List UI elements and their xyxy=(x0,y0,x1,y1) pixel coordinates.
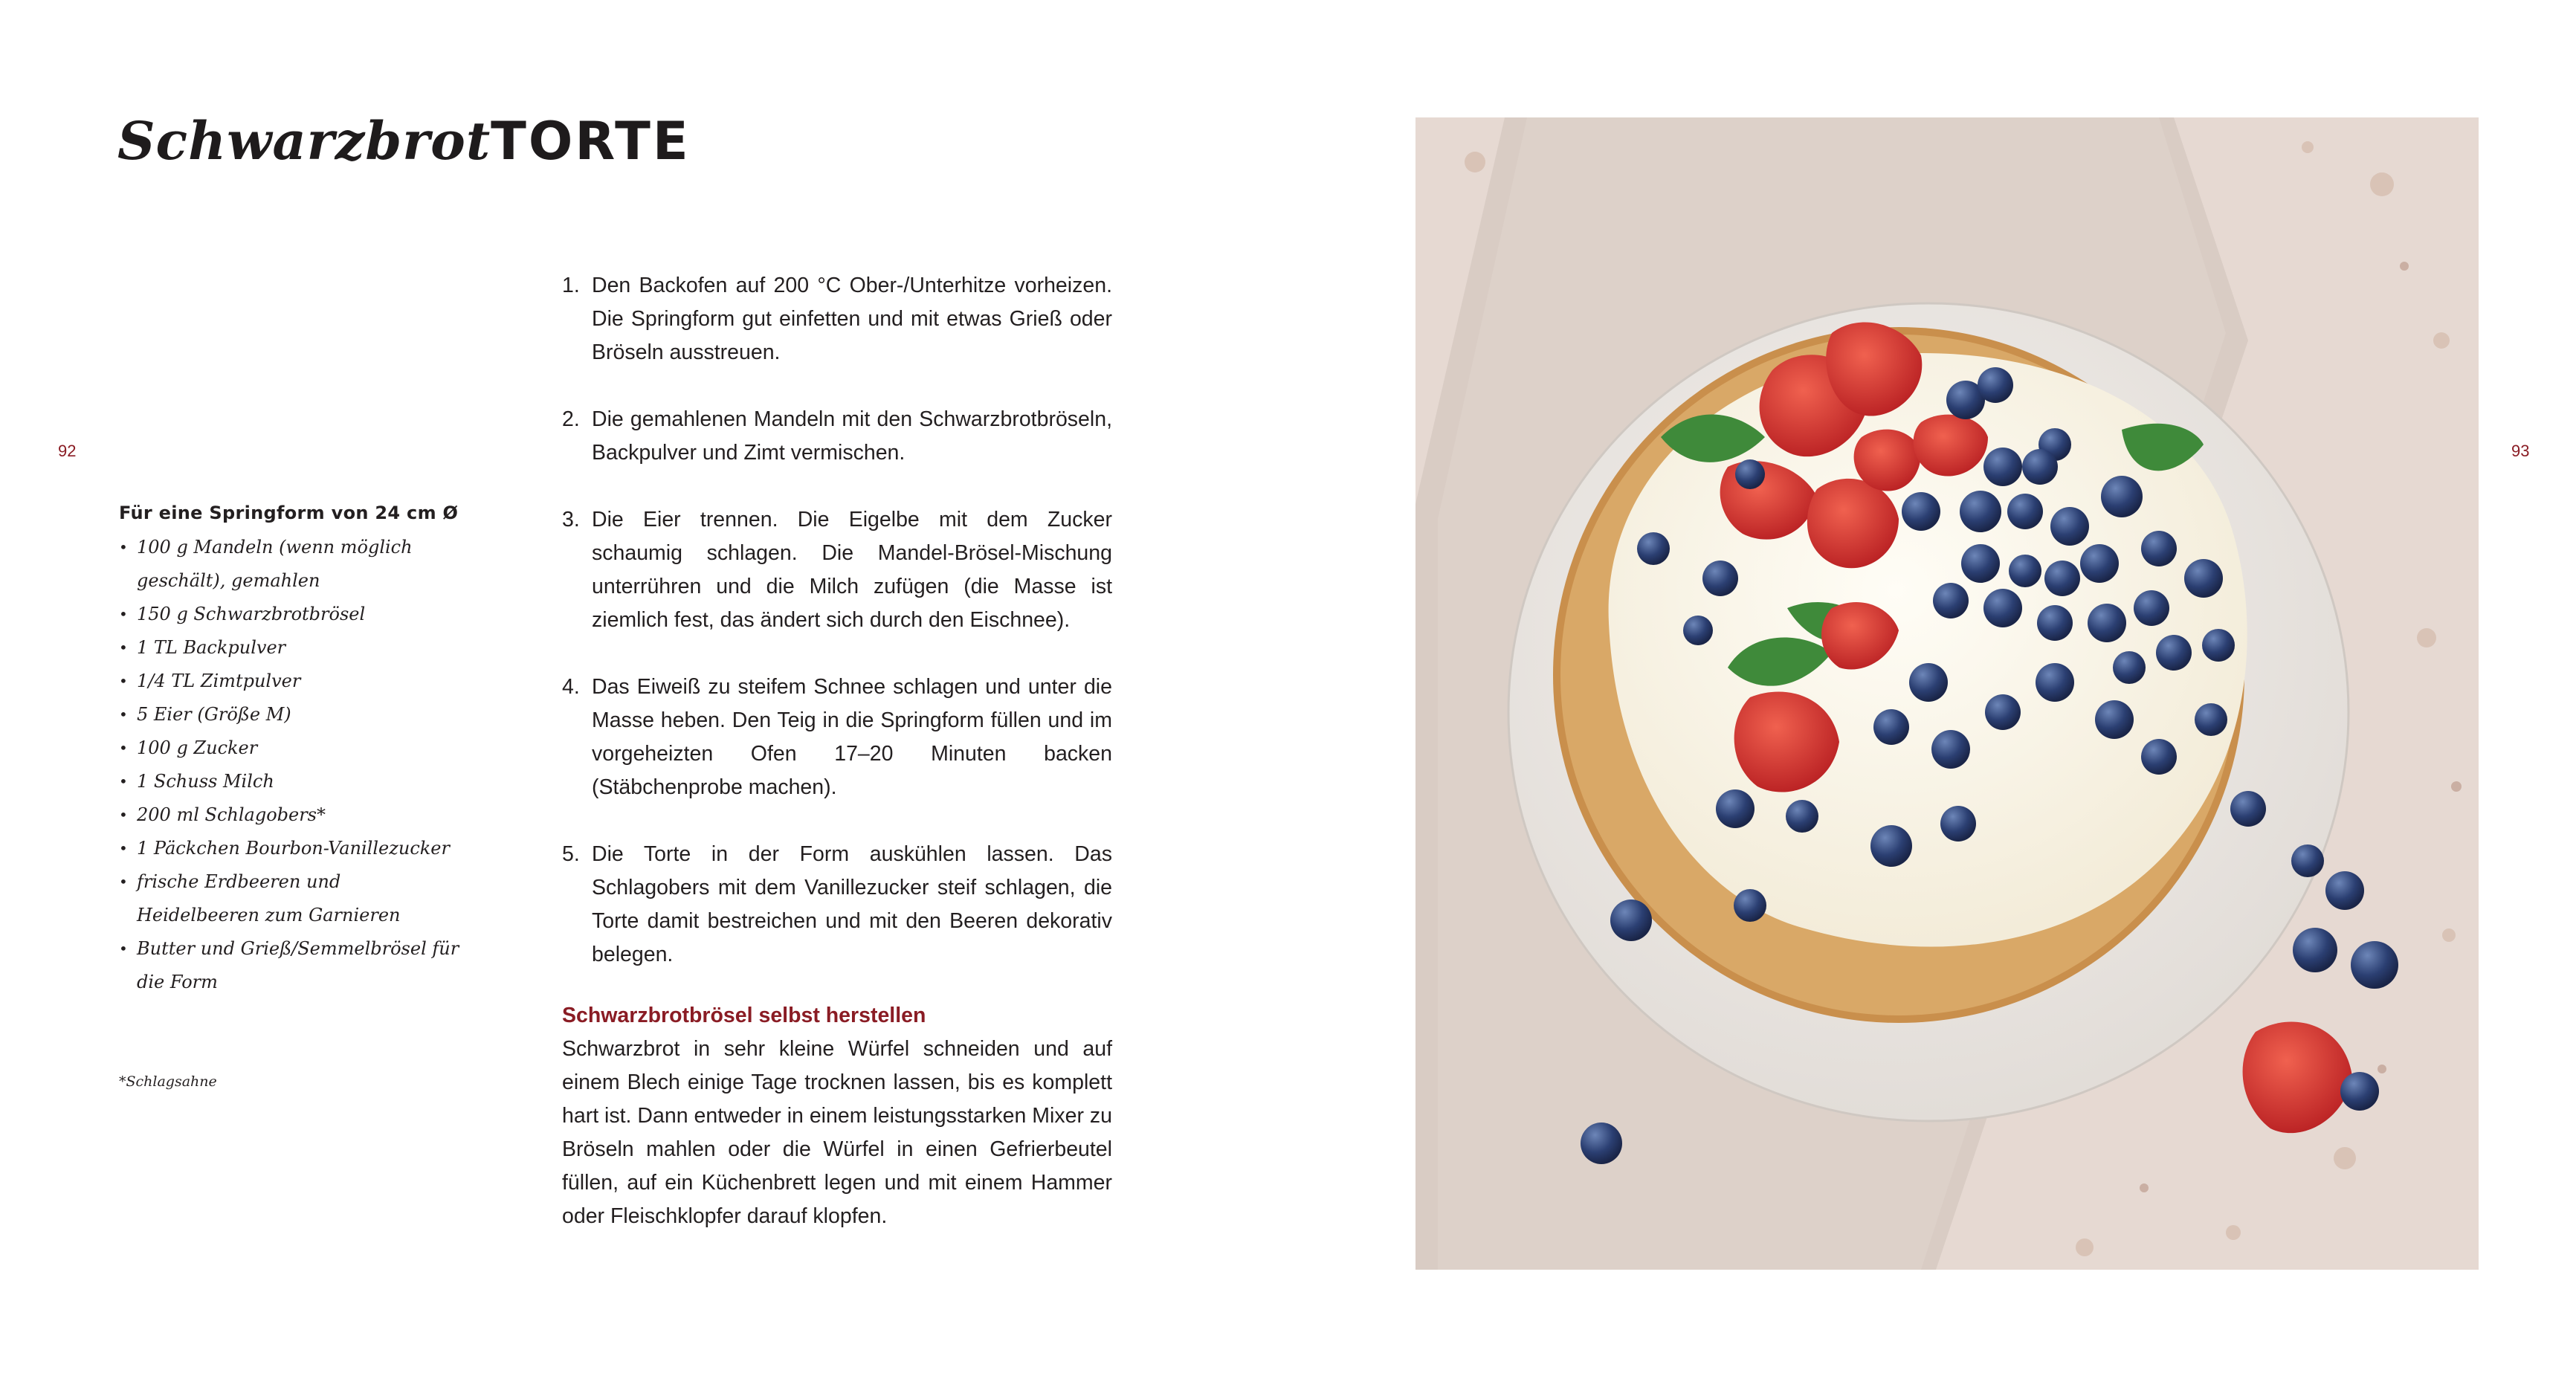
ingredient-item: • Butter und Grieß/Semmelbrösel für die Form xyxy=(119,932,468,999)
tip-box xyxy=(562,999,1112,1233)
ingredients-heading: Für eine Springform von 24 cm Ø xyxy=(119,503,459,523)
page-title xyxy=(117,110,691,172)
step-number: 1. xyxy=(562,274,580,297)
step-item xyxy=(562,671,1112,804)
ingredient-item: • 1 Schuss Milch xyxy=(119,765,468,798)
step-number: 4. xyxy=(562,675,580,699)
step-number: 3. xyxy=(562,508,580,532)
ingredients-block xyxy=(119,503,468,999)
tip-title: Schwarzbrotbrösel selbst herstellen xyxy=(562,1004,926,1027)
ingredient-item: • 100 g Zucker xyxy=(119,731,468,765)
step-text: Die gemahlenen Mandeln mit den Schwarzbrotbröseln, Backpulver und Zimt vermischen. xyxy=(592,407,1112,465)
step-text: Das Eiweiß zu steifem Schnee schlagen und unter die Masse heben. Den Teig in die Springform füllen und im vorgeheizten Ofen 17–20 Minuten backen (Stäbchenprobe machen). xyxy=(592,675,1112,799)
ingredient-item: • 1 Päckchen Bourbon-Vanillezucker xyxy=(119,832,468,865)
ingredient-item: • 5 Eier (Größe M) xyxy=(119,698,468,731)
ingredients-list xyxy=(119,531,468,999)
ingredient-item: • 200 ml Schlagobers* xyxy=(119,798,468,832)
title-caps: TORTE xyxy=(491,111,691,172)
title-main: Schwarzbrot xyxy=(117,110,491,172)
step-text: Die Torte in der Form auskühlen lassen. Das Schlagobers mit dem Vanillezucker steif schlagen, die Torte damit bestreichen und mit den Beeren dekorativ belegen. xyxy=(592,842,1112,966)
ingredient-item: • 100 g Mandeln (wenn möglich geschält), gemahlen xyxy=(119,531,468,598)
ingredient-item: • 1/4 TL Zimtpulver xyxy=(119,665,468,698)
step-number: 2. xyxy=(562,407,580,431)
step-text: Die Eier trennen. Die Eigelbe mit dem Zucker schaumig schlagen. Die Mandel-Brösel-Mischung unterrühren und die Milch zufügen (die Masse ist ziemlich fest, das ändert sich durch den Eischnee). xyxy=(592,508,1112,632)
instructions xyxy=(562,269,1112,1005)
step-item xyxy=(562,269,1112,369)
step-number: 5. xyxy=(562,842,580,866)
step-item xyxy=(562,503,1112,637)
tip-text: Schwarzbrot in sehr kleine Würfel schneiden und auf einem Blech einige Tage trocknen lassen, bis es komplett hart ist. Dann entweder in einem leistungsstarken Mixer zu Bröseln mahlen oder die Würfel in einen Gefrierbeutel füllen, auf ein Küchenbrett legen und mit einem Hammer oder Fleischklopfer darauf klopfen. xyxy=(562,1037,1112,1228)
footnote: *Schlagsahne xyxy=(119,1073,217,1090)
ingredient-item: • frische Erdbeeren und Heidelbeeren zum Garnieren xyxy=(119,865,468,932)
page-number-right: 93 xyxy=(2511,442,2530,460)
step-text: Den Backofen auf 200 °C Ober-/Unterhitze vorheizen. Die Springform gut einfetten und mit etwas Grieß oder Bröseln ausstreuen. xyxy=(592,274,1112,364)
page-number-left: 92 xyxy=(58,442,77,460)
ingredient-item: • 150 g Schwarzbrotbrösel xyxy=(119,598,468,631)
step-item xyxy=(562,403,1112,470)
step-item xyxy=(562,838,1112,972)
cake-photo xyxy=(1415,117,2479,1270)
ingredient-item: • 1 TL Backpulver xyxy=(119,631,468,665)
